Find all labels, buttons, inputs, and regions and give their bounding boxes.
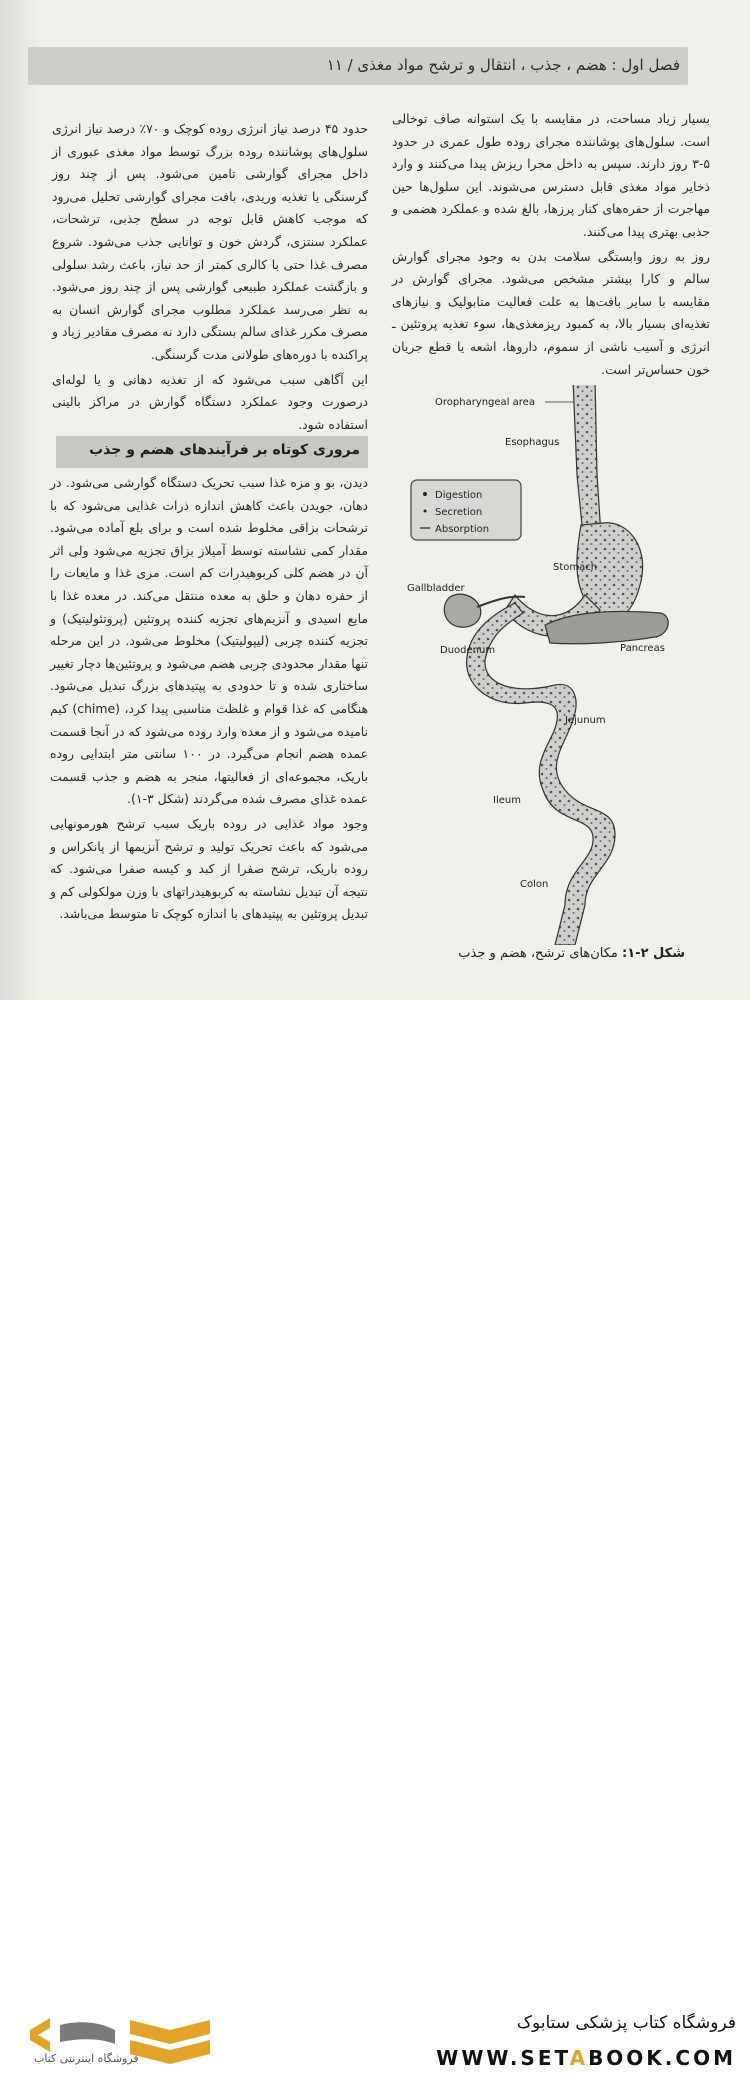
figure-caption <box>400 946 685 961</box>
label-oropharyngeal: Oropharyngeal area <box>435 397 535 408</box>
legend-absorption: Absorption <box>435 524 490 535</box>
paragraph: بسیار زیاد مساحت، در مقایسه با یک استوانه صاف توخالی است. سلول‌های پوشاننده مجرای روده طول عمری در حدود ۵-۳ روز دارند. سپس به داخل مجرا ریزش پیدا می‌کنند و وارد ذخایر مواد مغذی قابل دسترس می‌شوند. این سلول‌ها حین مهاجرت از حفره‌های کنار پرزها، بالغ شده و عملکرد هضمی و جذبی بهتری پیدا می‌کنند. <box>392 111 710 239</box>
book-page <box>0 0 750 1000</box>
label-stomach: Stomach <box>553 562 598 573</box>
caption-number: شکل ۲-۱: <box>622 946 685 961</box>
secretion-marker <box>424 510 427 513</box>
url-highlight: A <box>569 2046 589 2070</box>
label-gallbladder: Gallbladder <box>407 583 465 594</box>
label-duodenum: Duodenum <box>440 645 496 656</box>
url-part1: WWW.SET <box>436 2046 570 2070</box>
left-column-bottom-text <box>50 472 368 928</box>
digestive-tract-figure <box>405 385 705 945</box>
label-colon: Colon <box>520 879 549 890</box>
label-pancreas: Pancreas <box>620 643 665 654</box>
legend-digestion: Digestion <box>435 490 483 501</box>
page-shadow <box>0 0 40 1000</box>
paragraph: حدود ۴۵ درصد نیاز انرژی روده کوچک و ۷۰٪ درصد نیاز انرژی سلول‌های پوشاننده روده بزرگ توسط مواد مغذی عبوری از داخل مجرای گوارشی تامین می‌شود. پس از چند روز گرسنگی یا تغذیه وریدی، بافت مجرای گوارشی تحلیل می‌رود که موجب کاهش قابل توجه در سطح جذبی، ترشحات، عملکرد سنتزی، گردش خون و توانایی جذب می‌شود. شروع مصرف غذا حتی با کالری کمتر از حد نیاز، باعث رشد سلولی و بازگشت عملکرد طبیعی گوارشی پس از چند روز می‌شود. به نظر می‌رسد عملکرد مطلوب مجرای گوارش انسان به مصرف مکرر غذای سالم بستگی دارد نه مصرف مقادیر زیاد و پراکنده با دوره‌های طولانی مدت گرسنگی. <box>52 121 368 362</box>
paragraph: دیدن، بو و مزه غذا سبب تحریک دستگاه گوارشی می‌شود. در دهان، جویدن باعث کاهش اندازه ذرات غذایی می‌شود که با ترشحات بزاقی مخلوط شده است و برای بلع آماده می‌شود. مقدار کمی نشاسته توسط آمیلاز بزاق تجزیه می‌شود ولی اثر آن در هضم کلی کربوهیدرات کم است. مری غذا و مایعات را از حفره دهان و حلق به معده منتقل می‌کند. در معده غذا با مایع اسیدی و آنزیم‌های تجزیه کننده پروتئین (پروتئولیتیک) و تجزیه کننده چربی (لیپولیتیک) مخلوط می‌شود. در این مرحله تنها مقدار محدودی چربی هضم می‌شود و پروتئین‌ها دچار تغییر ساختاری شده و تا حدودی به پپتیدهای بزرگ تبدیل می‌شود. هنگامی که غذا قوام و غلظت مناسبی پیدا کرد، (chime) کیم نامیده می‌شود و از معده وارد روده می‌شود که در آنجا قسمت عمده هضم انجام می‌گیرد. در ۱۰۰ سانتی متر ابتدایی روده باریک، مجموعه‌ای از فعالیتها، منجر به هضم و جذب قسمت عمده غذای مصرف شده می‌گردند (شکل ۳-۱). <box>50 475 368 807</box>
url-part2: BOOK.COM <box>588 2046 736 2070</box>
logo-tagline: فروشگاه اینترنتی کتاب <box>34 2052 139 2065</box>
left-column-top-text <box>52 118 368 438</box>
label-jejunum: Jejunum <box>565 715 606 726</box>
label-esophagus: Esophagus <box>505 437 560 448</box>
setabook-logo-icon <box>20 2010 240 2080</box>
digestion-marker <box>423 492 427 496</box>
gallbladder-shape <box>444 594 480 627</box>
paragraph: روز به روز وابستگی سلامت بدن به وجود مجرای گوارش سالم و کارا بیشتر مشخص می‌شود. مجرای گوارش در مقایسه با سایر بافت‌ها به علت فعالیت متابولیک و نیازهای تغذیه‌ای بسیار بالا، به کمبود ریزمغذی‌ها، سوء تغذیه پروتئین ـ انرژی و آسیب ناشی از سموم، داروها، اشعه یا قطع جریان خون حساس‌تر است. <box>392 248 710 377</box>
chapter-header: فصل اول : هضم ، جذب ، انتقال و ترشح مواد مغذی / ۱۱ <box>326 56 680 74</box>
label-ileum: Ileum <box>493 795 521 806</box>
store-name: فروشگاه کتاب پزشکی ستابوک <box>516 2013 736 2033</box>
paragraph: این آگاهی سبب می‌شود که از تغذیه دهانی و یا لوله‌ای درصورت وجود عملکرد دستگاه گوارش در مراکز بالینی استفاده شود. <box>52 371 368 432</box>
section-heading: مروری کوتاه بر فرآیندهای هضم و جذب <box>89 442 360 458</box>
right-column-text <box>392 108 710 383</box>
paragraph: وجود مواد غذایی در روده باریک سبب ترشح هورمونهایی می‌شود که باعث تحریک تولید و ترشح آنزیمها از پانکراس و روده باریک، ترشح صفرا از کبد و کیسه صفرا می‌شود. که نتیجه آن تبدیل نشاسته به کربوهیدراتهای با وزن مولکولی کم و تبدیل پروتئین به پپتیدهای با اندازه کوچک تا متوسط می‌باشد. <box>50 815 368 922</box>
store-url[interactable] <box>386 2046 736 2070</box>
esophagus-shape <box>573 385 601 535</box>
store-footer <box>0 1000 750 2070</box>
legend-secretion: Secretion <box>435 507 483 518</box>
caption-text: مکان‌های ترشح، هضم و جذب <box>458 946 623 961</box>
